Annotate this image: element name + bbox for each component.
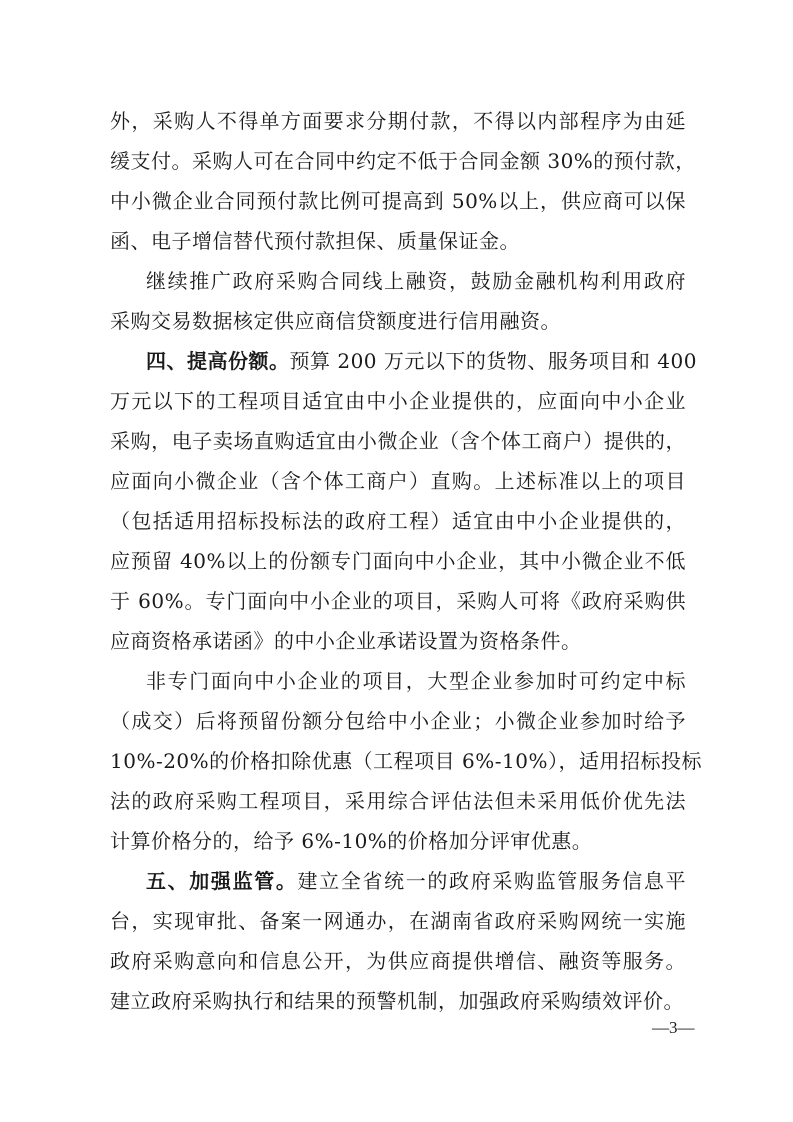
text-line: 应商资格承诺函》的中小企业承诺设置为资格条件。 xyxy=(110,629,582,653)
text-run: 建立全省统一的政府采购监管服务信息平 xyxy=(297,869,687,893)
text-line: 继续推广政府采购合同线上融资，鼓励金融机构利用政府 xyxy=(146,269,686,293)
text-line: 万元以下的工程项目适宜由中小企业提供的，应面向中小企业 xyxy=(110,389,686,413)
text-line: 采购，电子卖场直购适宜由小微企业（含个体工商户）提供的， xyxy=(110,429,686,453)
text-line: 非专门面向中小企业的项目，大型企业参加时可约定中标 xyxy=(146,669,686,693)
text-line: 计算价格分的，给予 6%-10%的价格加分评审优惠。 xyxy=(110,829,593,853)
text-line: 应面向小微企业（含个体工商户）直购。上述标准以上的项目 xyxy=(110,469,686,493)
section-heading: 五、加强监管。 xyxy=(146,869,298,893)
section-heading: 四、提高份额。 xyxy=(146,349,290,373)
text-line: （成交）后将预留份额分包给中小企业；小微企业参加时给予 xyxy=(110,709,686,733)
text-line: 建立政府采购执行和结果的预警机制，加强政府采购绩效评价。 xyxy=(110,989,684,1013)
text-line: 法的政府采购工程项目，采用综合评估法但未采用低价优先法 xyxy=(110,789,686,813)
text-line: 采购交易数据核定供应商信贷额度进行信用融资。 xyxy=(110,309,561,333)
text-line: 政府采购意向和信息公开，为供应商提供增信、融资等服务。 xyxy=(110,949,686,973)
text-line: 外，采购人不得单方面要求分期付款，不得以内部程序为由延 xyxy=(110,109,686,133)
text-line: 于 60%。专门面向中小企业的项目，采购人可将《政府采购供 xyxy=(110,589,686,613)
text-line: 应预留 40%以上的份额专门面向中小企业，其中小微企业不低 xyxy=(110,549,686,573)
section-heading-line xyxy=(146,341,697,381)
text-run: 预算 200 万元以下的货物、服务项目和 400 xyxy=(289,349,697,373)
text-line: 函、电子增信替代预付款担保、质量保证金。 xyxy=(110,229,520,253)
text-line: 缓支付。采购人可在合同中约定不低于合同金额 30%的预付款， xyxy=(110,149,696,173)
text-line: 中小微企业合同预付款比例可提高到 50%以上，供应商可以保 xyxy=(110,189,686,213)
text-line: 10%-20%的价格扣除优惠（工程项目 6%-10%），适用招标投标 xyxy=(110,749,702,773)
page-number: —3— xyxy=(652,1018,695,1037)
section-heading-line xyxy=(146,861,686,901)
text-line: 台，实现审批、备案一网通办，在湖南省政府采购网统一实施 xyxy=(110,909,686,933)
text-line: （包括适用招标投标法的政府工程）适宜由中小企业提供的， xyxy=(110,509,686,533)
